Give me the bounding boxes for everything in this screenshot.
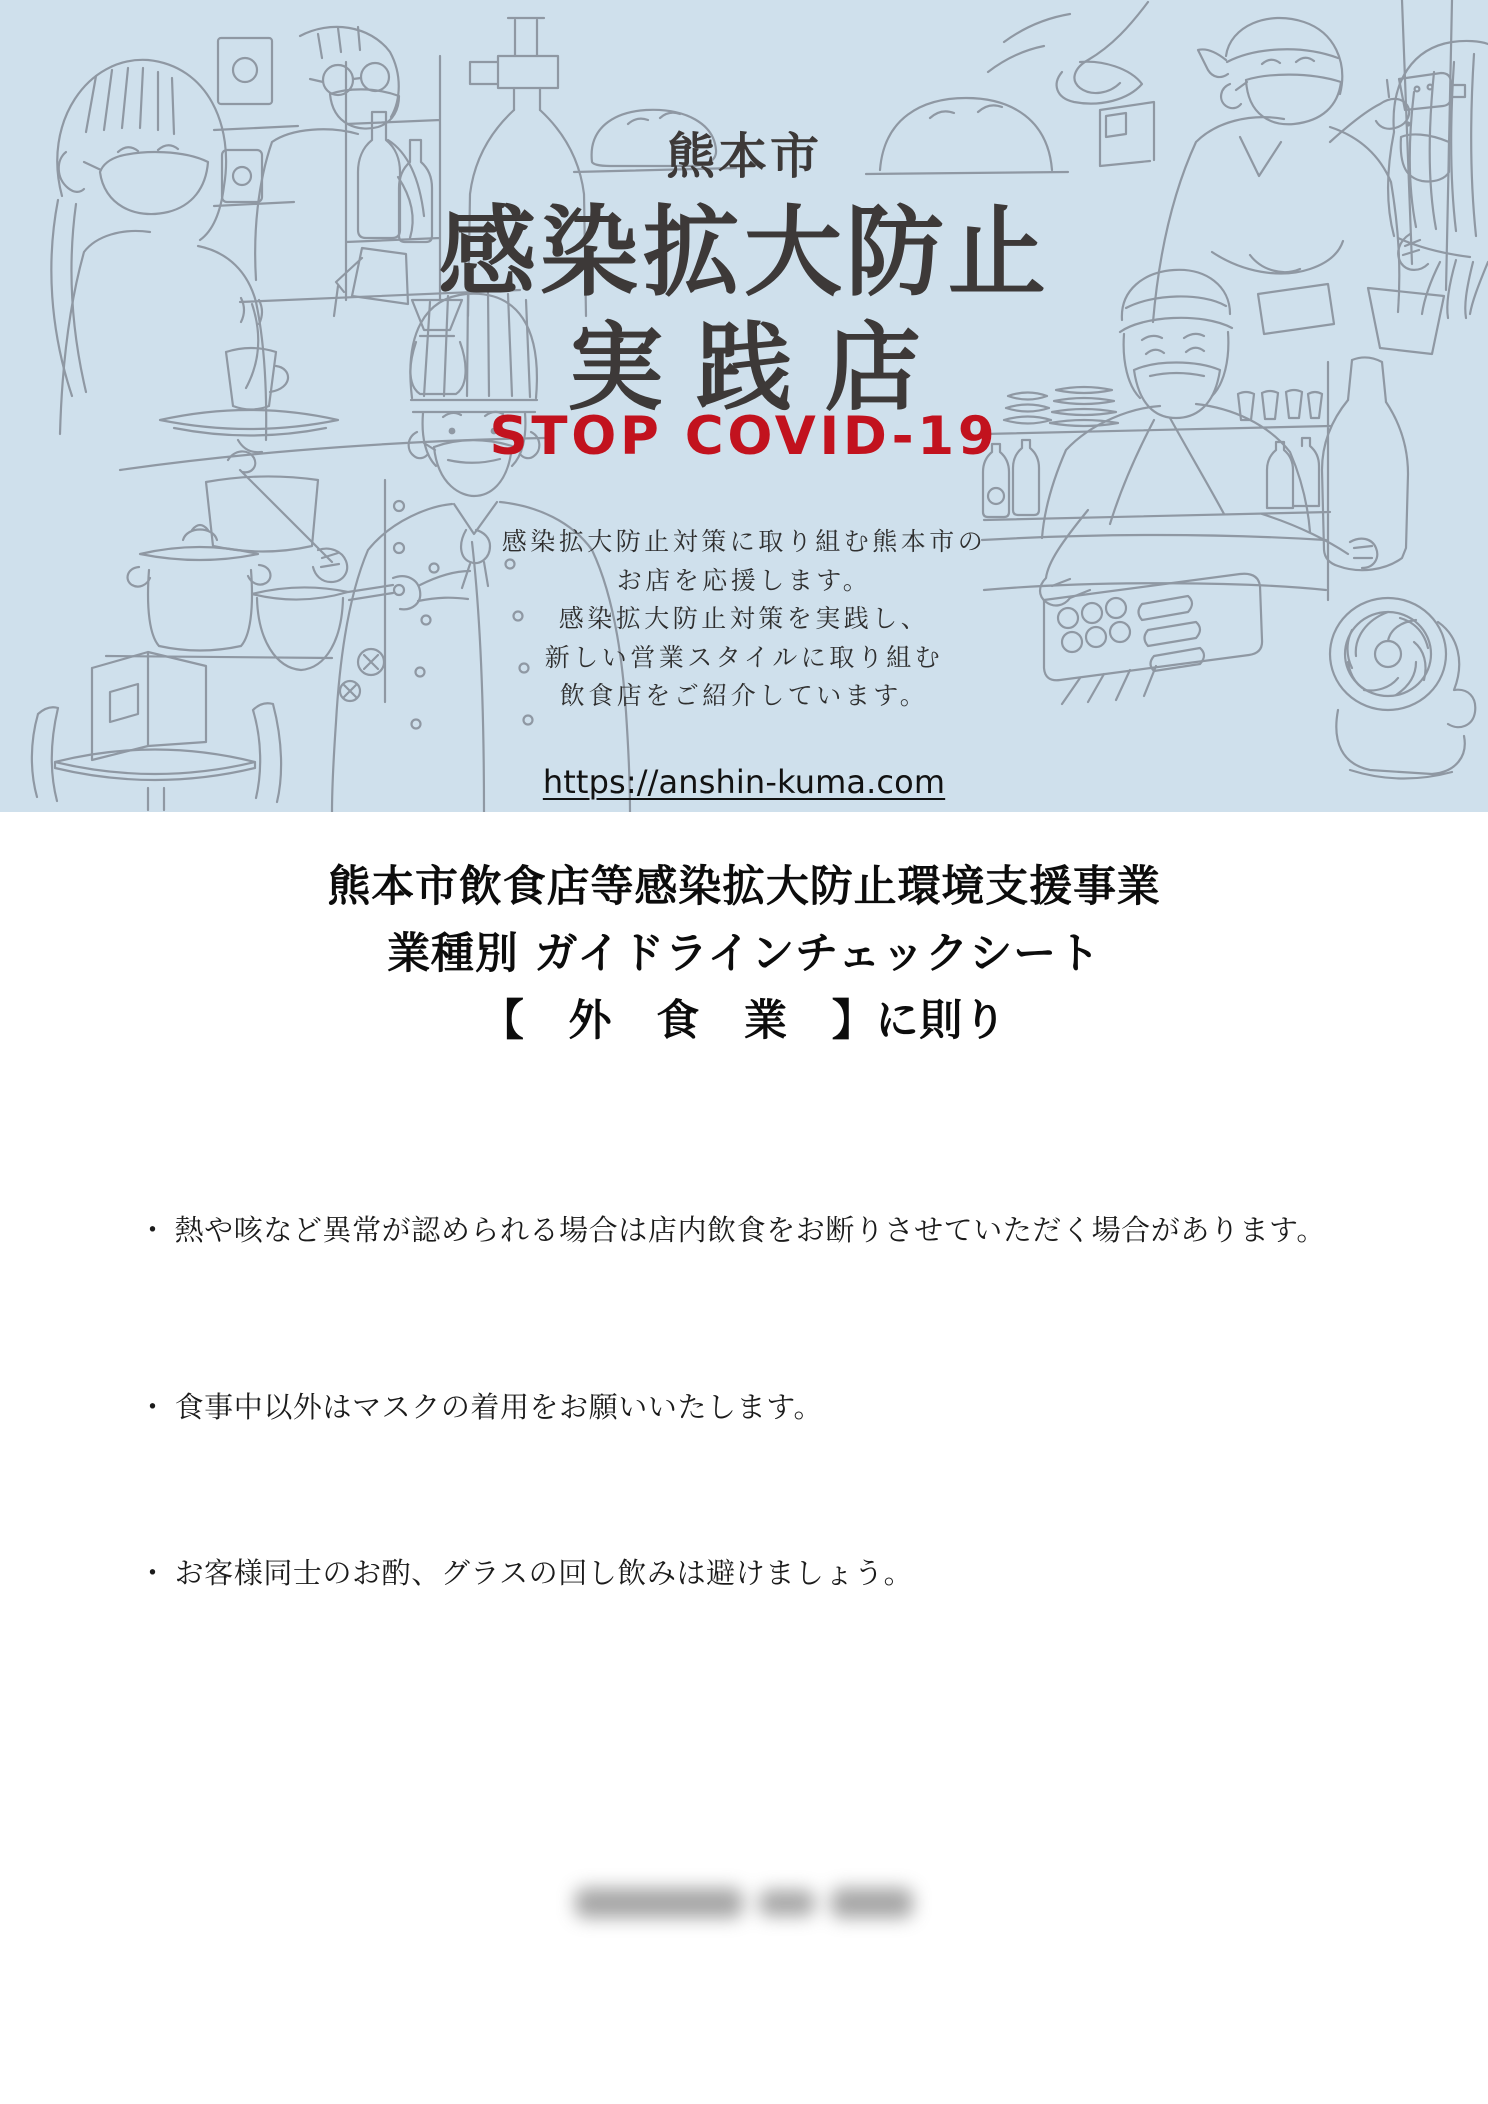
hero-description	[0, 523, 1488, 716]
guideline-bullet	[138, 1385, 823, 1426]
blurred-text-blob	[831, 1888, 913, 1918]
redacted-footer-text	[575, 1888, 913, 1918]
blurred-text-blob	[759, 1890, 815, 1916]
bullet-text: お客様同士のお酌、グラスの回し飲みは避けましょう。	[174, 1556, 914, 1590]
guideline-section	[0, 812, 1488, 2104]
website-link[interactable]: https://anshin-kuma.com	[542, 763, 946, 801]
stop-covid-banner: STOP COVID-19	[489, 406, 999, 467]
bullet-marker-icon: ・	[138, 1390, 168, 1424]
description-line: お店を応援します。	[616, 565, 872, 595]
heading-line-3: 【 外 食 業 】に則り	[480, 996, 1008, 1046]
heading-line-1: 熊本市飲食店等感染拡大防止環境支援事業	[327, 862, 1161, 912]
hero-text-block	[0, 0, 1488, 812]
bullet-text: 食事中以外はマスクの着用をお願いいたします。	[174, 1390, 824, 1424]
description-line: 飲食店をご紹介しています。	[559, 681, 929, 710]
poster-title: 感染拡大防止	[438, 196, 1050, 310]
section-heading	[0, 854, 1488, 1055]
description-line: 新しい営業スタイルに取り組む	[544, 642, 944, 672]
description-line: 感染拡大防止対策に取り組む熊本市の	[501, 527, 987, 556]
description-line: 感染拡大防止対策を実践し、	[558, 604, 930, 633]
hero-banner	[0, 0, 1488, 812]
heading-line-2: 業種別 ガイドラインチェックシート	[387, 929, 1101, 979]
bullet-marker-icon: ・	[138, 1213, 168, 1247]
blurred-text-blob	[575, 1888, 743, 1918]
poster-subtitle: 実践店	[567, 312, 954, 424]
guideline-bullet	[138, 1551, 913, 1592]
city-label: 熊本市	[666, 128, 822, 185]
bullet-text: 熱や咳など異常が認められる場合は店内飲食をお断りさせていただく場合があります。	[174, 1213, 1326, 1247]
bullet-marker-icon: ・	[138, 1556, 168, 1590]
guideline-bullet	[138, 1208, 1326, 1249]
